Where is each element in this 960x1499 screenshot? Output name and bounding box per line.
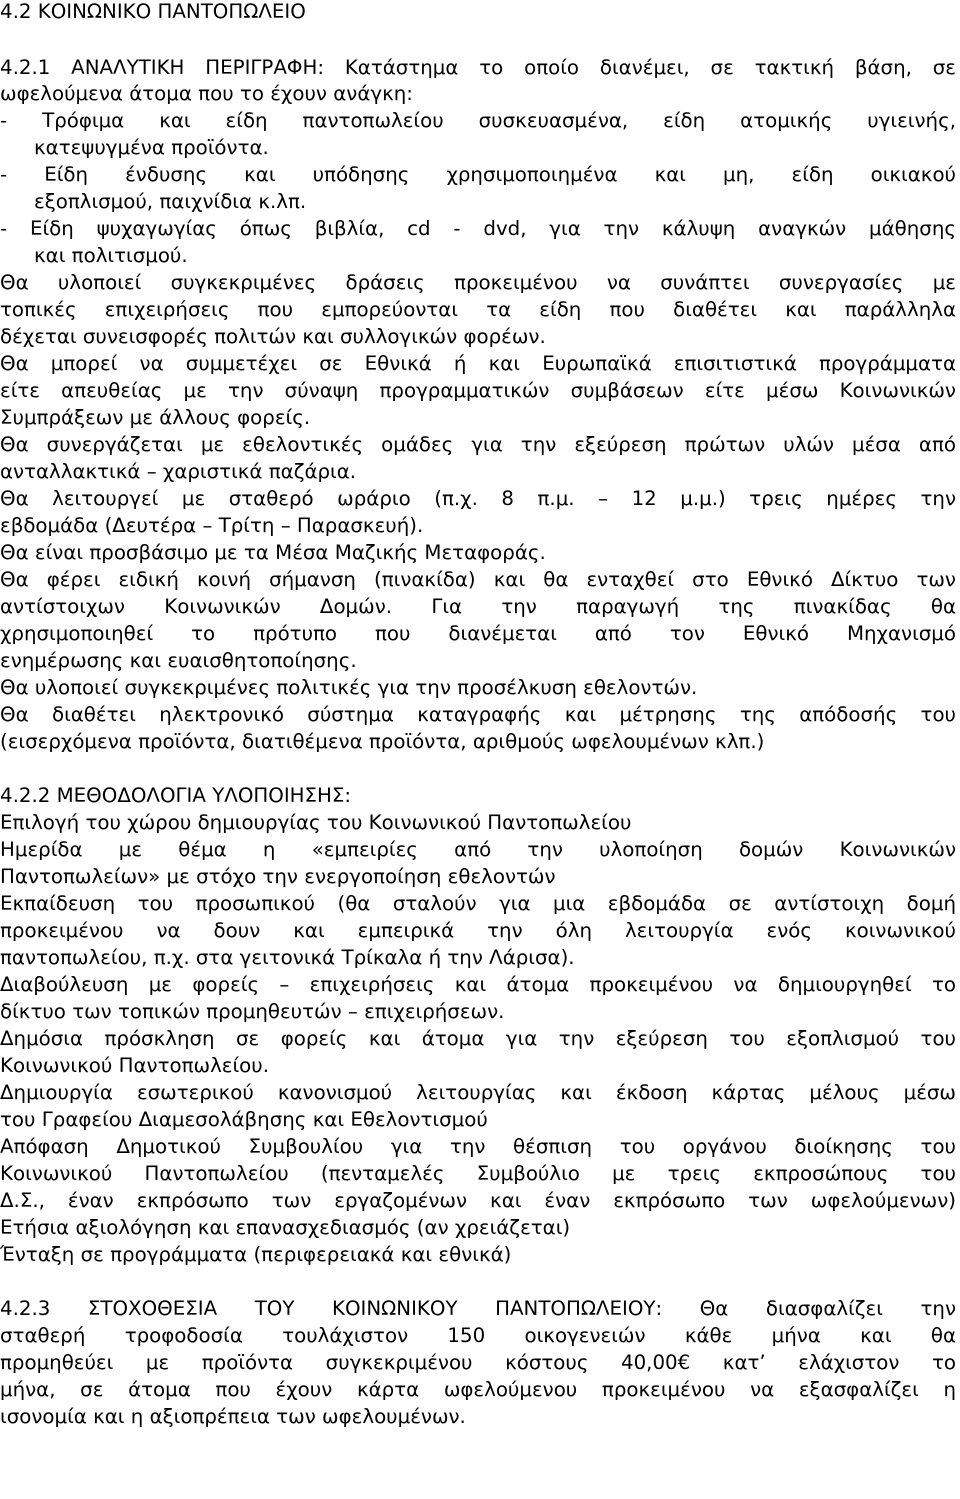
paragraph-line: Θα υλοποιεί συγκεκριμένες δράσεις προκειμένου να συνάπτει συνεργασίες με [0,271,956,294]
paragraph-line: Διαβούλευση με φορείς – επιχειρήσεις και άτομα προκειμένου να δημιουργηθεί το [0,973,956,996]
paragraph-line: Ένταξη σε προγράμματα (περιφερειακά και εθνικά) [0,1243,512,1266]
paragraph-line: Εκπαίδευση του προσωπικού (θα σταλούν για μια εβδομάδα σε αντίστοιχη δομή [0,892,956,915]
paragraph-line: Απόφαση Δημοτικού Συμβουλίου για την θέσπιση του οργάνου διοίκησης του [0,1135,956,1158]
list-item-line: κατεψυγμένα προϊόντα. [34,136,269,159]
paragraph-line: ανταλλακτικά – χαριστικά παζάρια. [0,460,357,483]
paragraph-line: Θα διαθέτει ηλεκτρονικό σύστημα καταγραφής και μέτρησης της απόδοσής του [0,703,956,726]
paragraph-line: προμηθεύει με προϊόντα συγκεκριμένου κόστους 40,00€ κατ’ ελάχιστον το [0,1351,956,1374]
paragraph-line: Θα φέρει ειδική κοινή σήμανση (πινακίδα) και θα ενταχθεί στο Εθνικό Δίκτυο των [0,568,956,591]
list-item-line: και πολιτισμού. [34,244,188,267]
paragraph-line: του Γραφείου Διαμεσολάβησης και Εθελοντισμού [0,1108,488,1131]
paragraph-line: σταθερή τροφοδοσία τουλάχιστον 150 οικογενειών κάθε μήνα και θα [0,1324,956,1347]
paragraph-line: τοπικές επιχειρήσεις που εμπορεύονται τα είδη που διαθέτει και παράλληλα [0,298,956,321]
paragraph-line: Κοινωνικού Παντοπωλείου. [0,1054,269,1077]
paragraph-line: δέχεται συνεισφορές πολιτών και συλλογικών φορέων. [0,325,546,348]
paragraph-line: Θα υλοποιεί συγκεκριμένες πολιτικές για την προσέλκυση εθελοντών. [0,676,698,699]
list-item-line: - Είδη ψυχαγωγίας όπως βιβλία, cd - dvd, για την κάλυψη αναγκών μάθησης [0,217,956,240]
paragraph-line: Θα λειτουργεί με σταθερό ωράριο (π.χ. 8 π.μ. – 12 μ.μ.) τρεις ημέρες την [0,487,956,510]
paragraph-line: ενημέρωσης και ευαισθητοποίησης. [0,649,357,672]
paragraph-line: Επιλογή του χώρου δημιουργίας του Κοινωνικού Παντοπωλείου [0,811,632,834]
heading-4-2-2: 4.2.2 ΜΕΘΟΔΟΛΟΓΙΑ ΥΛΟΠΟΙΗΣΗΣ: [0,784,352,807]
paragraph-line: Ετήσια αξιολόγηση και επανασχεδιασμός (αν χρειάζεται) [0,1216,571,1239]
paragraph-line: Συμπράξεων με άλλους φορείς. [0,406,311,429]
heading-4-2-1: 4.2.1 ΑΝΑΛΥΤΙΚΗ ΠΕΡΙΓΡΑΦΗ: Κατάστημα το οποίο διανέμει, σε τακτική βάση, σε [0,56,956,79]
paragraph-line: είτε απευθείας με την σύναψη προγραμματικών συμβάσεων είτε μέσω Κοινωνικών [0,379,956,402]
list-item-line: - Τρόφιμα και είδη παντοπωλείου συσκευασμένα, είδη ατομικής υγιεινής, [0,109,956,132]
paragraph-line: Ημερίδα με θέμα η «εμπειρίες από την υλοποίηση δομών Κοινωνικών [0,838,956,861]
paragraph-line: προκειμένου να δουν και εμπειρικά την όλη λειτουργία ενός κοινωνικού [0,919,956,942]
paragraph-line: δίκτυο των τοπικών προμηθευτών – επιχειρήσεων. [0,1000,505,1023]
paragraph-line: αντίστοιχων Κοινωνικών Δομών. Για την παραγωγή της πινακίδας θα [0,595,956,618]
paragraph-line: Δ.Σ., έναν εκπρόσωπο των εργαζομένων και έναν εκπρόσωπο των ωφελούμενων) [0,1189,956,1212]
paragraph-line: Θα μπορεί να συμμετέχει σε Εθνικά ή και Ευρωπαϊκά επισιτιστικά προγράμματα [0,352,956,375]
list-item-line: εξοπλισμού, παιχνίδια κ.λπ. [34,190,307,213]
heading-4-2: 4.2 ΚΟΙΝΩΝΙΚΟ ΠΑΝΤΟΠΩΛΕΙΟ [0,0,306,23]
paragraph-line: Δημιουργία εσωτερικού κανονισμού λειτουργίας και έκδοση κάρτας μέλους μέσω [0,1081,956,1104]
list-item-line: - Είδη ένδυσης και υπόδησης χρησιμοποιημένα και μη, είδη οικιακού [0,163,956,186]
paragraph-line: Θα συνεργάζεται με εθελοντικές ομάδες για την εξεύρεση πρώτων υλών μέσα από [0,433,956,456]
paragraph-line: Θα είναι προσβάσιμο με τα Μέσα Μαζικής Μεταφοράς. [0,541,546,564]
paragraph-line: Κοινωνικού Παντοπωλείου (πενταμελές Συμβούλιο με τρεις εκπροσώπους του [0,1162,956,1185]
heading-4-2-3: 4.2.3 ΣΤΟΧΟΘΕΣΙΑ ΤΟΥ ΚΟΙΝΩΝΙΚΟΥ ΠΑΝΤΟΠΩΛΕΙΟΥ: Θα διασφαλίζει την [0,1297,956,1320]
paragraph-line: χρησιμοποιηθεί το πρότυπο που διανέμεται από τον Εθνικό Μηχανισμό [0,622,956,645]
paragraph-line: Δημόσια πρόσκληση σε φορείς και άτομα για την εξεύρεση του εξοπλισμού του [0,1027,956,1050]
paragraph-line: εβδομάδα (Δευτέρα – Τρίτη – Παρασκευή). [0,514,424,537]
paragraph-line: ισονομία και η αξιοπρέπεια των ωφελουμένων. [0,1405,466,1428]
paragraph-line: Παντοπωλείων» με στόχο την ενεργοποίηση εθελοντών [0,865,556,888]
paragraph-line: παντοπωλείου, π.χ. στα γειτονικά Τρίκαλα ή την Λάρισα). [0,946,575,969]
paragraph-line: μήνα, σε άτομα που έχουν κάρτα ωφελούμενου προκειμένου να εξασφαλίζει η [0,1378,956,1401]
paragraph-line: (εισερχόμενα προϊόντα, διατιθέμενα προϊόντα, αριθμούς ωφελουμένων κλπ.) [0,730,765,753]
paragraph-line: ωφελούμενα άτομα που το έχουν ανάγκη: [0,82,413,105]
